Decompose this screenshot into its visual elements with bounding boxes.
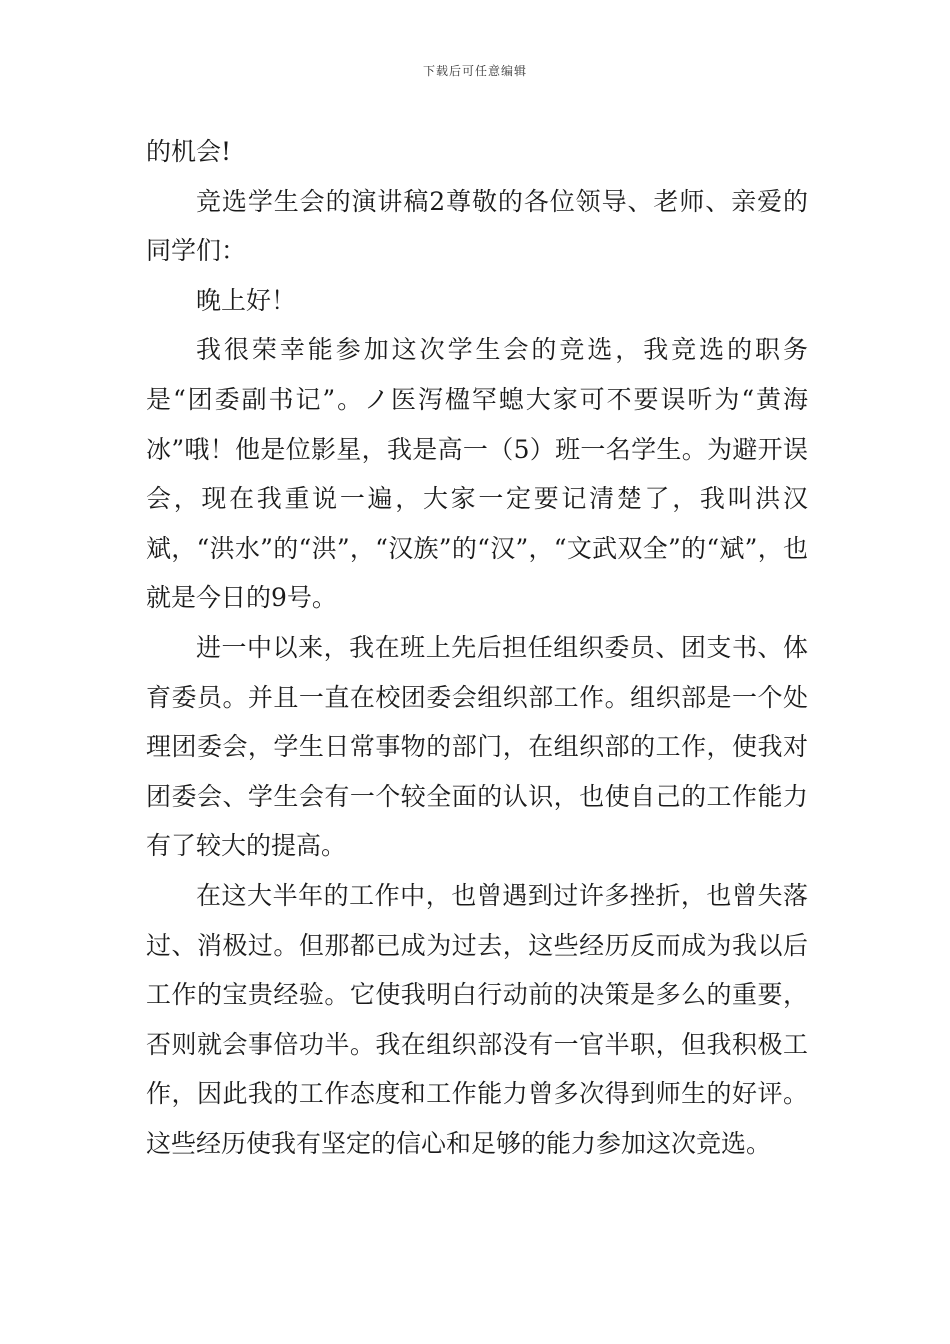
paragraph-experience: 进一中以来，我在班上先后担任组织委员、团支书、体育委员。并且一直在校团委会组织部工作。组织部是一个处理团委会，学生日常事物的部门，在组织部的工作，使我对团委会、学生会有一个较全面的认识，也使自己的工作能力有了较大的提高。 — [146, 632, 808, 861]
page-header: 下载后可任意编辑 — [422, 64, 527, 78]
paragraph-introduction: 我很荣幸能参加这次学生会的竞选，我竞选的职务是“团委副书记”。ノ医泻楹罕螅大家可不要误听为“黄海冰”哦！他是位影星，我是高一（5）班一名学生。为避开误会，现在我重说一遍，大家一定要记清楚了，我叫洪汉斌，“洪水”的“洪”，“汉族”的“汉”，“文武双全”的“斌”，也就是今日的9号。 — [146, 335, 808, 613]
paragraph-salutation: 晚上好！ — [196, 285, 297, 315]
document-body — [146, 127, 808, 1168]
paragraph-title-greeting: 竞选学生会的演讲稿2尊敬的各位领导、老师、亲爱的同学们： — [146, 186, 808, 266]
paragraph-continuation: 的机会! — [146, 137, 232, 166]
paragraph-reflection: 在这大半年的工作中，也曾遇到过许多挫折，也曾失落过、消极过。但那都已成为过去，这些经历反而成为我以后工作的宝贵经验。它使我明白行动前的决策是多么的重要，否则就会事倍功半。我在组织部没有一官半职，但我积极工作，因此我的工作态度和工作能力曾多次得到师生的好评。这些经历使我有坚定的信心和足够的能力参加这次竞选。 — [146, 880, 808, 1158]
